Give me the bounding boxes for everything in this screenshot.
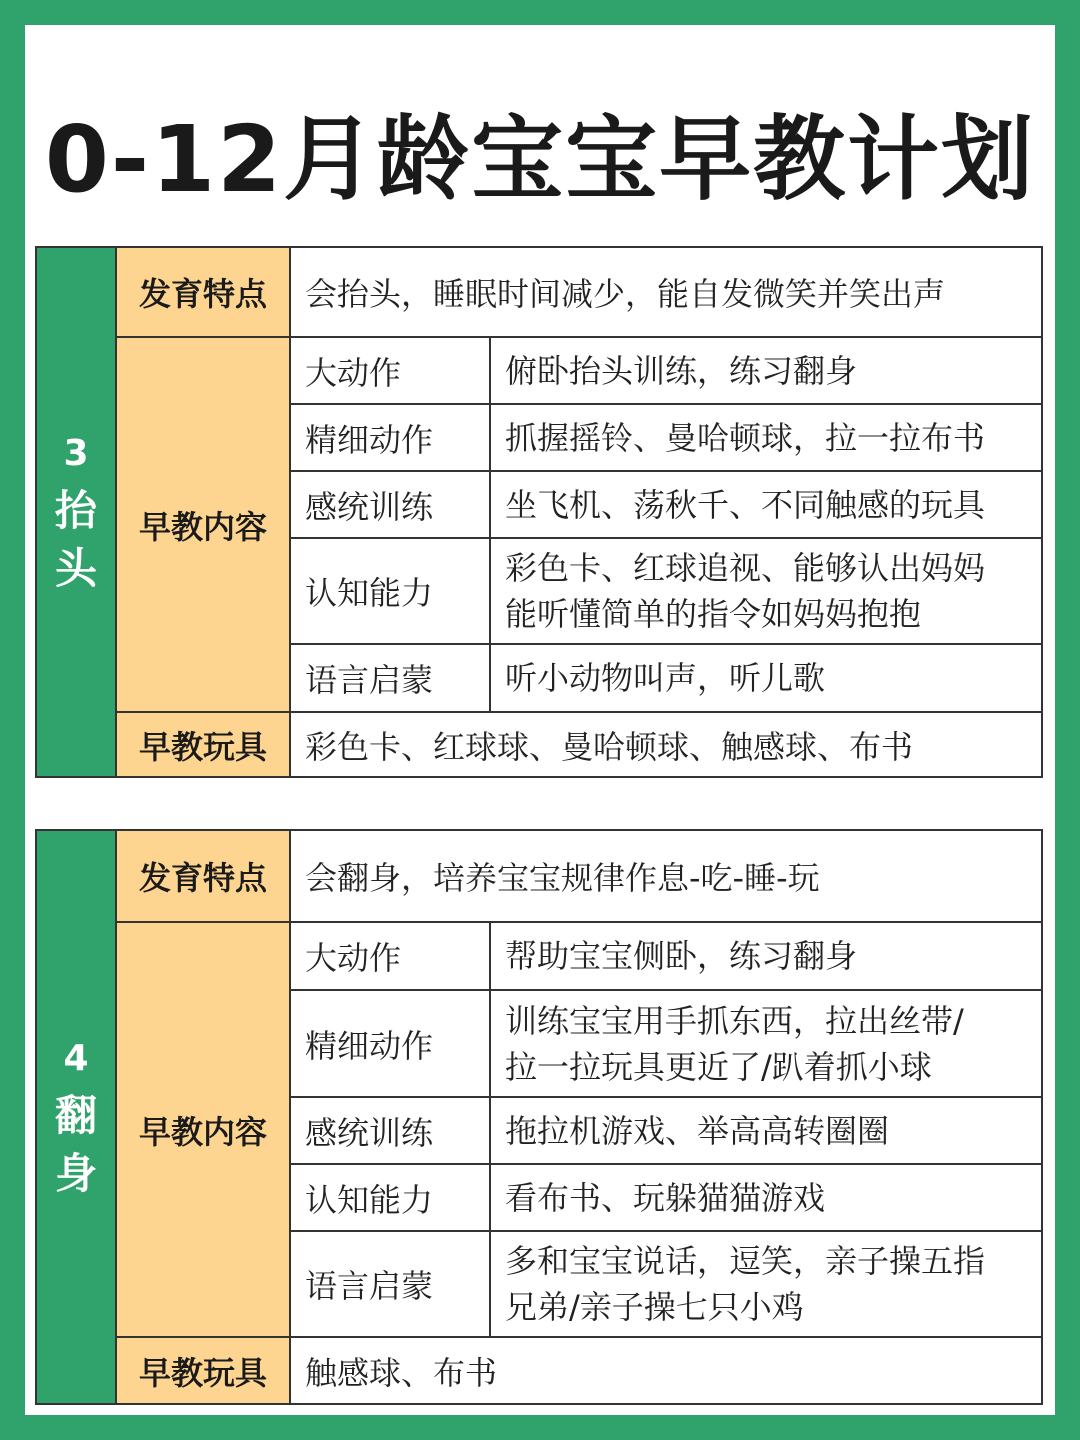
content-item [291,472,1041,539]
item-line: 拉一拉玩具更近了/趴着抓小球 [505,1047,932,1086]
item-line: 俯卧抬头训练，练习翻身 [505,351,858,390]
content-item [291,338,1041,405]
item-name: 认知能力 [291,1165,491,1230]
item-name: 语言启蒙 [291,1232,491,1336]
content-item [291,1098,1041,1165]
traits-value: 会抬头，睡眠时间减少，能自发微笑并笑出声 [305,275,946,313]
content-item [291,991,1041,1098]
month-char: 身 [54,1149,97,1198]
toys-row [117,1338,1041,1403]
item-line: 坐飞机、荡秋千、不同触感的玩具 [505,485,986,524]
month-label [37,248,117,776]
page-title: 0-12月龄宝宝早教计划 [44,106,1036,213]
item-value [491,1165,1041,1230]
item-value [491,472,1041,537]
traits-row [117,831,1041,923]
item-line: 抓握摇铃、曼哈顿球，拉一拉布书 [505,418,986,457]
toys-value: 彩色卡、红球球、曼哈顿球、触感球、布书 [305,727,914,766]
item-value [491,338,1041,403]
item-line: 兄弟/亲子操七只小鸡 [505,1288,804,1326]
content-row [117,923,1041,1338]
content-item [291,539,1041,645]
traits-value: 会翻身，培养宝宝规律作息-吃-睡-玩 [305,859,820,897]
item-value [491,1098,1041,1163]
item-name: 大动作 [291,338,491,403]
traits-label: 发育特点 [117,831,291,921]
traits-label: 发育特点 [117,248,291,336]
content-label: 早教内容 [117,923,291,1336]
item-name: 大动作 [291,923,491,989]
item-value [491,1232,1041,1336]
content-item [291,645,1041,711]
month-block-3 [35,246,1043,778]
item-value [491,991,1041,1096]
content-item [291,923,1041,991]
month-number: 3 [63,433,89,474]
item-name: 感统训练 [291,472,491,537]
item-line: 帮助宝宝侧卧，练习翻身 [505,937,858,975]
item-line: 训练宝宝用手抓东西，拉出丝带/ [505,1001,964,1040]
toys-label: 早教玩具 [117,1338,291,1403]
traits-row [117,248,1041,338]
item-value [491,539,1041,643]
toys-value: 触感球、布书 [305,1353,498,1392]
content-item [291,405,1041,472]
content-label: 早教内容 [117,338,291,711]
item-line: 能听懂简单的指令如妈妈抱抱 [505,595,922,633]
item-value [491,645,1041,711]
month-char: 抬 [54,486,97,535]
item-line: 彩色卡、红球追视、能够认出妈妈 [505,549,986,587]
item-line: 看布书、玩躲猫猫游戏 [505,1178,826,1217]
item-name: 精细动作 [291,991,491,1096]
item-value [491,405,1041,470]
item-line: 听小动物叫声，听儿歌 [505,659,826,697]
item-name: 精细动作 [291,405,491,470]
month-number: 4 [63,1038,89,1079]
toys-row [117,713,1041,776]
toys-label: 早教玩具 [117,713,291,776]
item-name: 感统训练 [291,1098,491,1163]
month-label [37,831,117,1403]
content-row [117,338,1041,713]
item-name: 语言启蒙 [291,645,491,711]
item-name: 认知能力 [291,539,491,643]
item-value [491,923,1041,989]
content-item [291,1165,1041,1232]
item-line: 拖拉机游戏、举高高转圈圈 [505,1111,890,1150]
item-line: 多和宝宝说话，逗笑，亲子操五指 [505,1242,986,1280]
month-char: 头 [54,544,97,593]
poster [25,25,1055,1415]
month-char: 翻 [54,1091,97,1140]
content-item [291,1232,1041,1336]
month-block-4 [35,829,1043,1405]
